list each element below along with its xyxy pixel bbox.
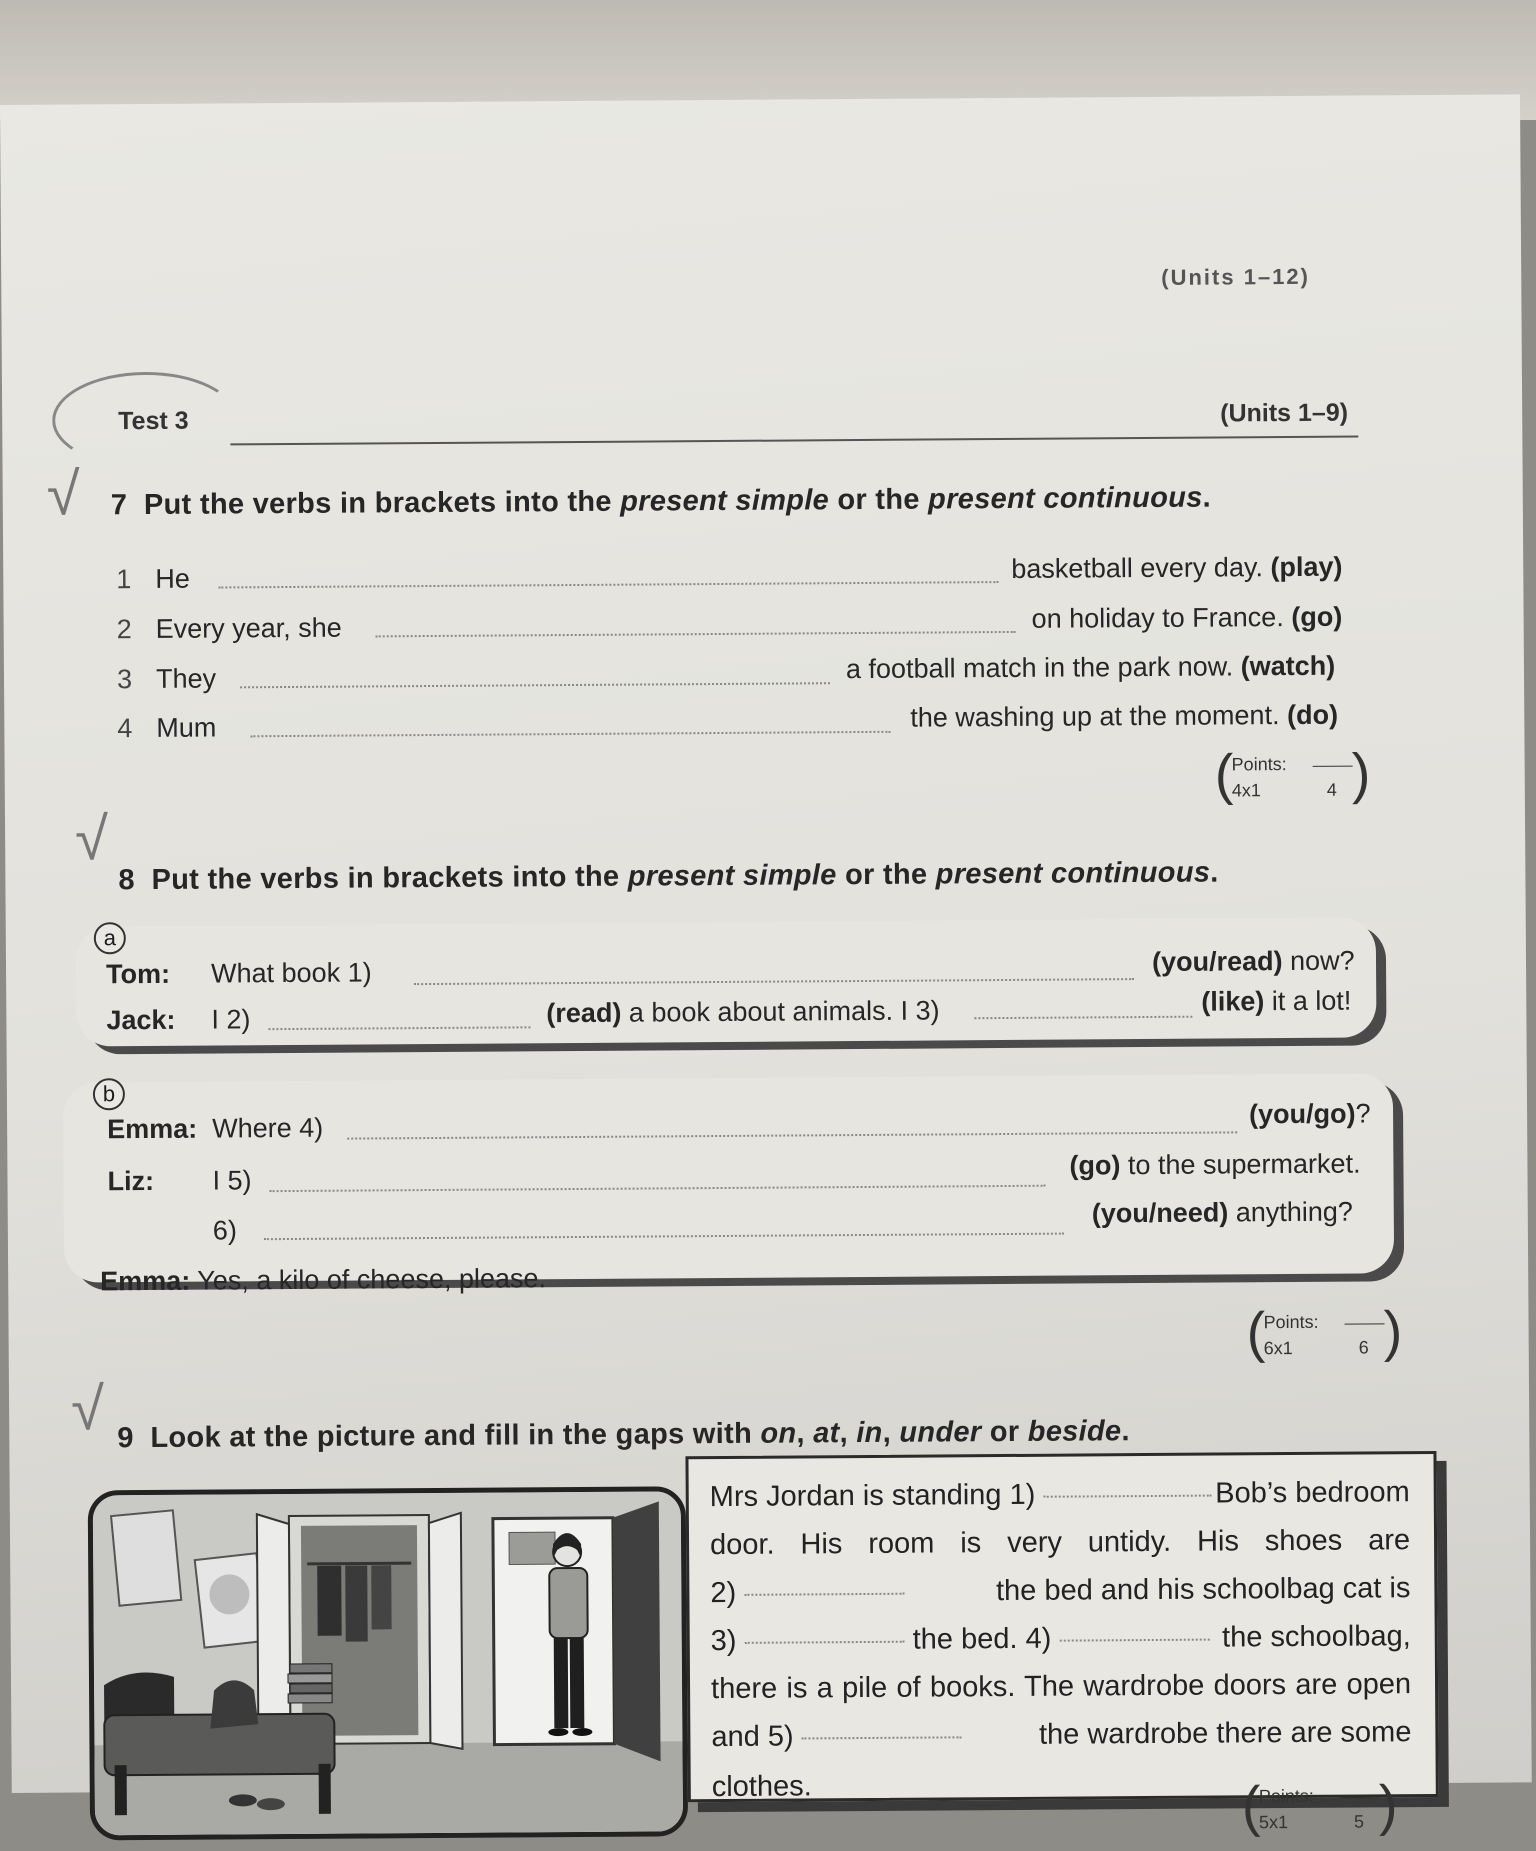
word-in: in: [856, 1417, 883, 1449]
line-tom-end: [1152, 946, 1355, 978]
title-italic: present simple: [620, 484, 829, 517]
points-box: [1242, 1777, 1392, 1842]
line-q6: 6): [213, 1215, 237, 1246]
title-text: .: [1121, 1415, 1130, 1447]
speaker-liz: Liz:: [107, 1166, 154, 1197]
clothes: [317, 1566, 341, 1636]
points-label: Points:: [1232, 754, 1287, 775]
poster-left: [111, 1510, 181, 1605]
answer-blank[interactable]: [745, 1640, 905, 1644]
paren-left: (: [1242, 1778, 1261, 1834]
item-end-text: on holiday to France.: [1032, 602, 1284, 634]
item-number: 1: [116, 564, 131, 595]
item-verb: (watch): [1241, 651, 1336, 682]
check-mark-icon: √: [46, 459, 79, 528]
item-number: 4: [117, 713, 132, 744]
text-line-5: there is a pile of books. The wardrobe doors are open: [711, 1661, 1411, 1713]
title-italic: present continuous: [936, 857, 1211, 891]
points-calc: 4x1: [1232, 780, 1261, 801]
line-text: ?: [1355, 1098, 1370, 1128]
item-number: 3: [117, 664, 132, 695]
line-jack-end: [1201, 986, 1351, 1018]
points-fraction-line: [1340, 1797, 1380, 1798]
word-beside: beside: [1028, 1415, 1122, 1448]
bedroom-illustration: [93, 1491, 683, 1835]
verb-cue: (you/go): [1249, 1099, 1356, 1130]
title-text: Look at the picture and fill in the gaps with: [150, 1418, 760, 1454]
exercise-8-title: [118, 857, 1218, 898]
check-mark-icon: √: [71, 1374, 104, 1443]
text-line-4: [711, 1613, 1411, 1665]
word-on: on: [760, 1417, 796, 1449]
paren-right: ): [1383, 1303, 1402, 1359]
item-verb: (go): [1291, 602, 1342, 632]
answer-blank[interactable]: [240, 681, 830, 688]
line-liz-text: I 5): [212, 1165, 251, 1196]
text-line-2: door. His room is very untidy. His shoes are: [710, 1517, 1410, 1569]
open-door: [613, 1501, 661, 1761]
line-text: the wardrobe there are some: [1039, 1709, 1412, 1759]
line-emma2: [100, 1263, 546, 1297]
title-text: or the: [837, 858, 936, 891]
answer-blank[interactable]: [802, 1735, 962, 1739]
exercise-number: 7: [111, 489, 128, 521]
item-end-text: the washing up at the moment.: [910, 700, 1279, 733]
line-text: 3): [711, 1625, 737, 1657]
verb-cue: (you/need): [1092, 1197, 1229, 1228]
answer-blank[interactable]: [218, 580, 998, 588]
item-end: [1032, 602, 1343, 635]
paren-right: ): [1379, 1777, 1398, 1833]
title-text: .: [1210, 857, 1219, 889]
line-text: the schoolbag,: [1222, 1613, 1411, 1661]
answer-blank[interactable]: [744, 1592, 904, 1596]
points-total: 5: [1354, 1812, 1364, 1833]
speaker-emma: Emma:: [107, 1114, 197, 1146]
exercise-7-title: [111, 482, 1211, 523]
points-label: Points:: [1259, 1786, 1314, 1807]
title-text: Put the verbs in brackets into the: [144, 486, 620, 521]
title-text: .: [1202, 482, 1211, 514]
points-label: Points:: [1263, 1312, 1318, 1333]
speaker-tom: Tom:: [106, 959, 170, 990]
line-text: the bed. 4): [913, 1623, 1052, 1656]
points-box: [1246, 1303, 1396, 1368]
exercise-number: 9: [117, 1422, 134, 1454]
item-start: Mum: [156, 713, 216, 744]
answer-blank[interactable]: [376, 630, 1016, 637]
header-ghost-text: (Units 1–12): [1161, 264, 1310, 291]
answer-blank[interactable]: [250, 730, 890, 737]
text-line-3: [710, 1565, 1410, 1617]
title-italic: present simple: [628, 859, 837, 892]
line-text: Yes, a kilo of cheese, please.: [197, 1263, 546, 1295]
answer-blank[interactable]: [1059, 1637, 1209, 1641]
line-text: Bob’s bedroom: [1215, 1469, 1410, 1517]
test-title: Test 3: [118, 407, 189, 436]
line-liz-end: [1069, 1149, 1360, 1182]
points-calc: 6x1: [1264, 1338, 1293, 1359]
exercise-number: 8: [118, 864, 135, 896]
points-total: 6: [1359, 1337, 1369, 1358]
paren-left: (: [1215, 746, 1234, 802]
item-end-text: basketball every day.: [1011, 552, 1263, 584]
item-end-text: a football match in the park now.: [846, 651, 1233, 684]
line-jack-text: I 2): [211, 1004, 250, 1035]
worksheet-page: [0, 94, 1532, 1793]
line-text: and 5): [711, 1720, 793, 1753]
text-line-6: [711, 1709, 1411, 1761]
line-tom-text: What book 1): [211, 957, 372, 989]
label-a-circle: a: [94, 922, 126, 954]
line-jack-mid: [546, 995, 939, 1029]
item-end: [910, 700, 1338, 734]
verb-cue: (you/read): [1152, 946, 1283, 977]
check-mark-icon: √: [75, 804, 108, 873]
bedroom-picture: [88, 1486, 688, 1840]
points-fraction-line: [1345, 1323, 1385, 1324]
exercise-9-title: 9 Look at the picture and fill in the gaps with on, at, in, under or beside.: [117, 1415, 1130, 1455]
item-end: [846, 651, 1335, 685]
line-text: the bed and his schoolbag cat is: [996, 1565, 1411, 1615]
line-text: to the supermarket.: [1120, 1149, 1360, 1181]
item-start: They: [156, 664, 216, 695]
header-divider: [230, 436, 1358, 446]
verb-cue: (read): [546, 998, 621, 1029]
text-line-1: [710, 1469, 1410, 1521]
paren-right: ): [1352, 745, 1371, 801]
books-pile: [290, 1664, 332, 1673]
line-text: a book about animals. I 3): [621, 995, 939, 1027]
item-start: Every year, she: [156, 613, 342, 645]
wardrobe-door-right: [429, 1513, 463, 1749]
units-label: (Units 1–9): [1220, 399, 1348, 429]
line-emma-text: Where 4): [212, 1113, 323, 1145]
points-calc: 5x1: [1259, 1812, 1288, 1833]
line-text: it a lot!: [1264, 986, 1351, 1017]
verb-cue: (go): [1069, 1150, 1120, 1180]
line-text: 2): [710, 1577, 736, 1609]
line-q6-end: [1092, 1197, 1353, 1230]
answer-blank[interactable]: [1043, 1493, 1211, 1497]
paren-left: (: [1246, 1304, 1265, 1360]
line-text: now?: [1282, 946, 1354, 977]
line-text: anything?: [1228, 1197, 1353, 1228]
word-under: under: [899, 1416, 981, 1449]
item-verb: (do): [1287, 700, 1338, 730]
item-number: 2: [117, 614, 132, 645]
title-text: Put the verbs in brackets into the: [151, 861, 627, 896]
speaker-jack: Jack:: [106, 1005, 175, 1036]
word-at: at: [813, 1417, 840, 1449]
points-total: 4: [1327, 780, 1337, 801]
points-box: [1215, 745, 1365, 810]
line-emma-end: [1249, 1098, 1371, 1130]
item-end: [1011, 552, 1342, 585]
title-italic: present continuous: [928, 482, 1203, 516]
item-start: He: [155, 564, 190, 595]
label-b-circle: b: [93, 1078, 125, 1110]
item-verb: (play): [1270, 552, 1342, 583]
title-text: or the: [829, 484, 928, 517]
points-fraction-line: [1313, 766, 1353, 767]
text-line-7: clothes.: [712, 1763, 812, 1811]
speaker-emma: Emma:: [100, 1266, 190, 1297]
line-text: Mrs Jordan is standing 1): [710, 1479, 1036, 1513]
verb-cue: (like): [1201, 986, 1264, 1016]
